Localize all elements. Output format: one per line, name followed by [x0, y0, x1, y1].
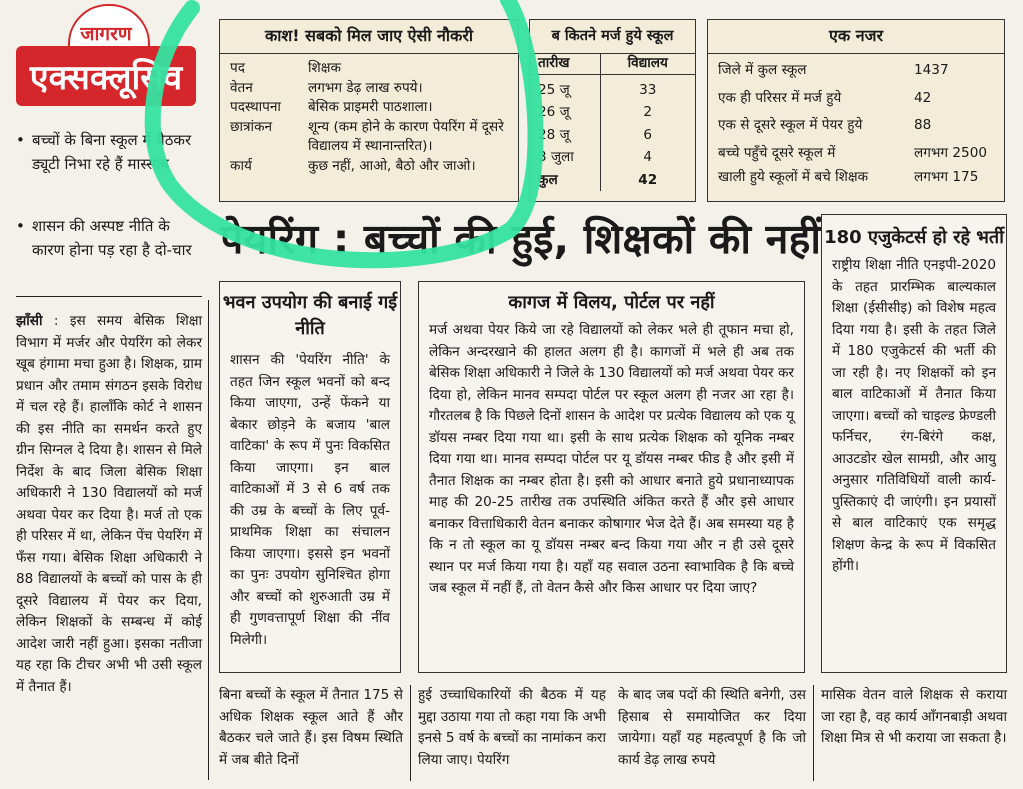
logo-brand: जागरण: [80, 23, 132, 45]
glance-label: एक से दूसरे स्कूल में पेयर हुये: [718, 117, 863, 134]
glance-table: [718, 61, 1000, 188]
merge-col-date: तारीख: [530, 54, 600, 74]
job-value: शून्य (कम होने के कारण पेयरिंग में दूसरे विद्यालय में स्थानान्तरित)।: [308, 118, 504, 155]
bullet-icon: •: [16, 217, 25, 235]
job-info-box: [219, 19, 519, 202]
merge-date: 25 जू: [530, 74, 600, 100]
job-label: पद: [230, 60, 245, 76]
glance-value: लगभग 175: [914, 169, 979, 186]
bottom-column-4: मासिक वेतन वाले शिक्षक से कराया जा रहा है, वह कार्य आँगनबाड़ी अथवा शिक्षा मित्र से भी कराया जा सकता है।: [821, 687, 1007, 746]
paper-vs-portal-title: कागज में विलय, पोर्टल पर नहीं: [508, 292, 715, 313]
at-a-glance-box: [707, 19, 1005, 202]
educators-title: 180 एजुकेटर्स हो रहे भर्ती: [824, 227, 1004, 248]
job-value: बेसिक प्राइमरी पाठशाला।: [308, 99, 433, 116]
column-divider: [410, 685, 411, 781]
merge-total: 42: [638, 171, 658, 188]
merge-date: 28 जू: [530, 123, 600, 146]
merge-date: 3 जुला: [530, 145, 600, 168]
job-table: [230, 59, 518, 177]
job-box-title: काश! सबको मिल जाए ऐसी नौकरी: [220, 20, 518, 54]
educators-text: राष्ट्रीय शिक्षा नीति एनइपी-2020 के तहत प्रारम्भिक बाल्यकाल शिक्षा (ईसीसीइ) को विशेष महत्व दिया गया है। इसी के तहत जिले में 180 एजुकेटर्स की भर्ती की जा रही है। नए शिक्षकों को इन बाल वाटिकाओं में तैनात किया जाएगा। बच्चों को चाइल्ड फ्रेण्डली फर्निचर, रंग-बिरंगे कक्ष, आउटडोर खेल सामग्री, और आयु अनुसार गतिविधियों वाली कार्य-पुस्तिकाएं दी जाएंगी। इन प्रयासों से बाल वाटिकाएं एक समृद्ध शिक्षण केन्द्र के रूप में विकसित होंगी।: [832, 257, 996, 574]
glance-value: 88: [914, 117, 932, 134]
dateline: झाँसी: [16, 313, 43, 329]
merge-box-title: ब कितने मर्ज हुये स्कूल: [530, 20, 695, 54]
merge-col-school: विद्यालय: [600, 54, 695, 74]
bullet-point-1: • बच्चों के बिना स्कूल में बैठकर ड्यूटी निभा रहे हैं मास्साब: [16, 128, 196, 176]
job-label: पदस्थापना: [230, 99, 281, 116]
building-policy-box: [219, 281, 401, 673]
merge-count-box: [529, 19, 696, 202]
glance-label: एक ही परिसर में मर्ज हुये: [718, 89, 842, 106]
job-label: वेतन: [230, 79, 253, 96]
paper-vs-portal-box: [418, 281, 805, 673]
job-label: छात्रांकन: [230, 118, 273, 135]
bullet-point-2: • शासन की अस्पष्ट नीति के कारण होना पड़ रहा है दो-चार: [16, 214, 196, 262]
paper-vs-portal-text: मर्ज अथवा पेयर किये जा रहे विद्यालयों को लेकर भले ही तूफान मचा हो, लेकिन अन्दरखाने की हालत अलग ही है। कागजों में भले ही अब तक बेसिक शिक्षा अधिकारी ने जिले के 130 विद्यालयों को मर्ज अथवा पेयर कर दिया हो, लेकिन मानव सम्पदा पोर्टल पर स्कूल अलग ही नजर आ रहा है। गौरतलब है कि पिछले दिनों शासन के आदेश पर प्रत्येक विद्यालय को एक यू डॉयस नम्बर दिया गया था। इसी के साथ प्रत्येक शिक्षक को यूनिक नम्बर दिया गया था। मानव सम्पदा पोर्टल पर यू डॉयस नम्बर फीड है और इसी में तैनात शिक्षक का नम्बर होता है। इसी को आधार बनाते हुये प्रधानाध्यापक माह की 20-25 तारीख तक उपस्थिति अंकित करते हैं और इसे आधार बनाकर वित्ताधिकारी वेतन बनाकर कोषागार भेज देते हैं। अब समस्या यह है कि न तो स्कूल का यू डॉयस नम्बर बन्द किया गया और न ही उसे दूसरे स्थान पर मर्ज किया गया है। यहाँ यह सवाल उठना स्वाभाविक है कि बच्चे जब स्कूल में नहीं हैं, तो वेतन कैसे और किस आधार पर दिया जाए?: [429, 322, 794, 596]
bullet-icon: •: [16, 131, 25, 149]
job-value: कुछ नहीं, आओ, बैठो और जाओ।: [308, 157, 476, 174]
logo-tag: एक्सक्लूसिव: [29, 58, 183, 98]
glance-label: बच्चे पहुँचे दूसरे स्कूल में: [718, 144, 836, 161]
glance-box-title: एक नजर: [708, 20, 1004, 54]
main-headline: पेयरिंग : बच्चों की हुई, शिक्षकों की नहीं: [220, 215, 822, 263]
merge-total-label: कुल: [530, 168, 600, 191]
glance-value: 42: [914, 89, 932, 106]
column-divider: [813, 685, 814, 781]
job-value: शिक्षक: [308, 60, 341, 76]
bottom-column-2: हुई उच्चाधिकारियों की बैठक में यह मुद्दा उठाया गया तो कहा गया कि अभी इनसे 5 वर्ष के बच्चों का नामांकन करा लिया जाए। पेयरिंग: [418, 687, 606, 768]
bottom-column-1: बिना बच्चों के स्कूल में तैनात 175 से अधिक शिक्षक स्कूल आते हैं और बैठकर चले जाते हैं। इस विषम स्थिति में जब बीते दिनों: [219, 687, 403, 768]
glance-label: जिले में कुल स्कूल: [718, 62, 807, 78]
jagran-exclusive-logo: [16, 4, 196, 116]
glance-value: 1437: [914, 62, 949, 78]
job-label: कार्य: [230, 157, 252, 174]
job-value: लगभग डेढ़ लाख रुपये।: [308, 79, 423, 96]
column-divider: [208, 300, 209, 780]
merge-count: 4: [643, 149, 653, 166]
bottom-column-3: के बाद जब पदों की स्थिति बनेगी, उस हिसाब से समायोजित कर दिया जायेगा। यहाँ यह महत्वपूर्ण है कि जो कार्य डेढ़ लाख रुपये: [618, 687, 806, 768]
building-policy-text: शासन की 'पेयरिंग नीति' के तहत जिन स्कूल भवनों को बन्द किया जाएगा, उन्हें फेंकने या बेकार छोड़ने के बजाय 'बाल वाटिका' के रूप में पुनः विकसित किया जाएगा। इन बाल वाटिकाओं में 3 से 6 वर्ष तक की उम्र के बच्चों के लिए पूर्व-प्राथमिक शिक्षा का संचालन किया जाएगा। इससे इन भवनों का पुनः उपयोग सुनिश्चित होगा और बच्चों को शुरुआती उम्र में ही गुणवत्तापूर्ण शिक्षा की नींव मिलेगी।: [230, 352, 390, 648]
left-article: [16, 311, 202, 698]
merge-date: 26 जू: [530, 100, 600, 123]
merge-count: 33: [639, 81, 657, 98]
merge-table: [530, 54, 695, 191]
merge-count: 2: [643, 104, 653, 121]
building-policy-title: भवन उपयोग की बनाई गई नीति: [222, 292, 398, 339]
left-article-text: : इस समय बेसिक शिक्षा विभाग में मर्जर और पेयरिंग को लेकर खूब हंगामा मचा हुआ है। शिक्षक, ग्राम प्रधान और तमाम संगठन इसके विरोध में चल रहे हैं। हालाँकि कोर्ट ने शासन की इस नीति का समर्थन करते हुए ग्रीन सिग्नल दे दिया है। शासन से मिले निर्देश के बाद जिला बेसिक शिक्षा अधिकारी ने 130 विद्यालयों को मर्ज अथवा पेयर कर दिया है। मर्ज तो एक ही परिसर में था, लेकिन पेंच पेयरिंग में फँस गया। बेसिक शिक्षा अधिकारी ने 88 विद्यालयों के बच्चों को पास के ही दूसरे विद्यालय में पेयर कर दिया, लेकिन शिक्षकों के सम्बन्ध में कोई आदेश जारी नहीं हुआ। इसका नतीजा यह रहा कि टीचर अभी भी उसी स्कूल में तैनात हैं।: [16, 313, 202, 695]
left-rule: [16, 296, 202, 297]
glance-value: लगभग 2500: [914, 144, 987, 161]
educators-box: [821, 214, 1007, 673]
merge-count: 6: [643, 126, 653, 143]
glance-label: खाली हुये स्कूलों में बचे शिक्षक: [718, 169, 869, 186]
